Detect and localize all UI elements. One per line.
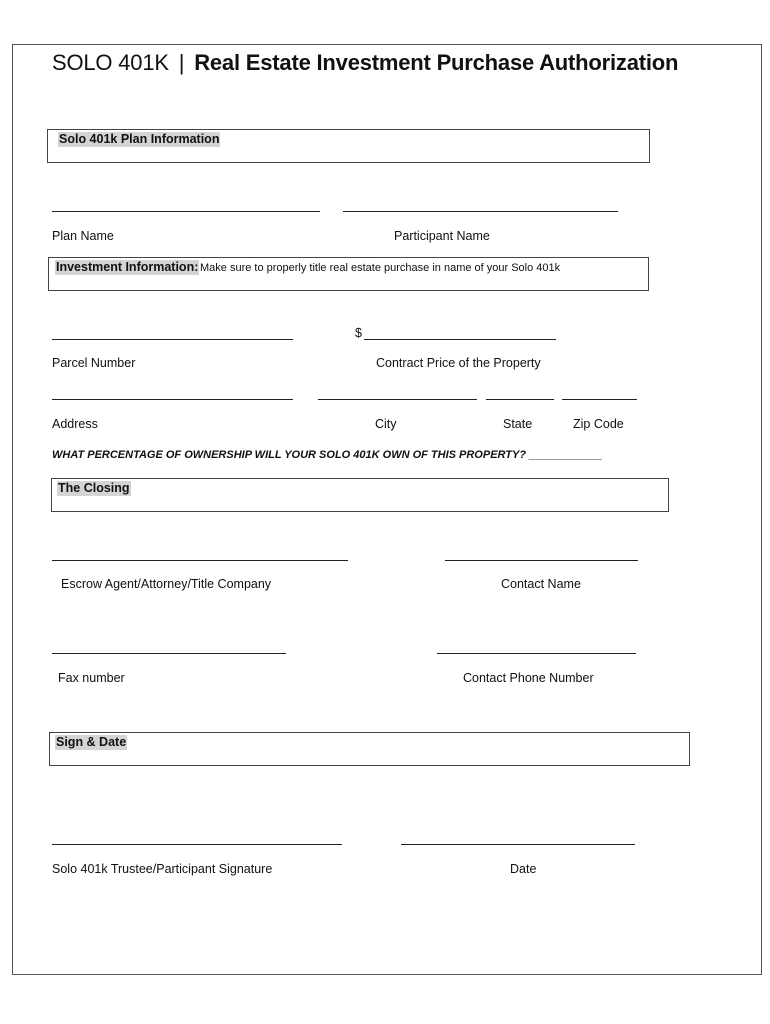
page-title [52,50,678,76]
escrow-agent-label: Escrow Agent/Attorney/Title Company [61,577,272,591]
ownership-question: WHAT PERCENTAGE OF OWNERSHIP WILL YOUR SOLO 401K OWN OF THIS PROPERTY? ____________ [52,449,603,461]
closing-section [51,478,669,512]
contract-price-field[interactable] [364,339,556,340]
date-field[interactable] [401,844,635,845]
investment-info-note: Make sure to properly title real estate purchase in name of your Solo 401k [200,262,561,274]
title-separator: | [178,50,185,75]
city-field[interactable] [318,399,477,400]
parcel-number-label: Parcel Number [52,356,136,370]
state-label: State [503,417,533,431]
investment-info-heading: Investment Information: [56,260,199,274]
contact-phone-field[interactable] [437,653,636,654]
signature-field[interactable] [52,844,342,845]
plan-name-field[interactable] [52,211,320,212]
plan-name-label: Plan Name [52,229,114,243]
closing-heading: The Closing [58,481,130,495]
sign-date-heading: Sign & Date [56,735,127,749]
escrow-agent-field[interactable] [52,560,348,561]
city-label: City [375,417,397,431]
zip-code-field[interactable] [562,399,637,400]
participant-name-field[interactable] [343,211,618,212]
currency-symbol: $ [355,326,362,340]
contact-phone-label: Contact Phone Number [463,671,594,685]
sign-date-section [49,732,690,766]
title-brand: SOLO 401K [52,50,169,75]
fax-number-field[interactable] [52,653,286,654]
plan-info-heading: Solo 401k Plan Information [59,132,220,146]
contact-name-label: Contact Name [501,577,581,591]
parcel-number-field[interactable] [52,339,293,340]
state-field[interactable] [486,399,554,400]
address-label: Address [52,417,98,431]
participant-name-label: Participant Name [394,229,490,243]
title-main: Real Estate Investment Purchase Authorization [194,50,679,75]
date-label: Date [510,862,537,876]
zip-code-label: Zip Code [573,417,624,431]
contract-price-label: Contract Price of the Property [376,356,541,370]
address-field[interactable] [52,399,293,400]
signature-label: Solo 401k Trustee/Participant Signature [52,862,273,876]
fax-number-label: Fax number [58,671,125,685]
contact-name-field[interactable] [445,560,638,561]
